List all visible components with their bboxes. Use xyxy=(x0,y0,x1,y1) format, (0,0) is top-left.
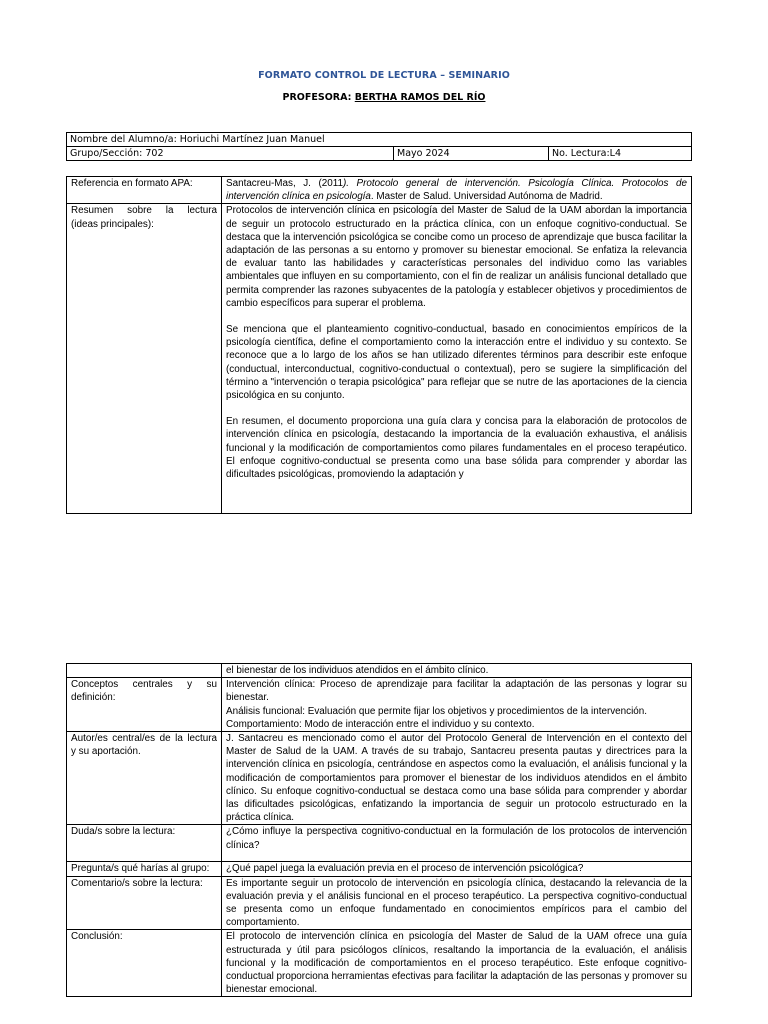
authors-row xyxy=(67,732,692,825)
questions-row xyxy=(67,862,692,876)
summary-continuation-row xyxy=(67,664,692,678)
reading-value: L4 xyxy=(609,148,622,159)
summary-content xyxy=(226,204,687,513)
conclusion-row xyxy=(67,930,692,997)
reference-title: ). Protocolo general de intervención. Psicología Clínica. Protocolos de intervención clínica en psicología xyxy=(226,178,687,203)
comments-text: Es importante seguir un protocolo de intervención en psicología clínica, destacando la relevancia de la evaluación previa y el análisis funcional en el proceso terapéutico. La perspectiva cognitivo-conductual se presenta como un enfoque fundamentado en conocimientos empíricos para el cambio del comportamiento. xyxy=(222,876,692,930)
doubts-label: Duda/s sobre la lectura: xyxy=(67,825,222,862)
authors-label: Autor/es central/es de la lectura y su aportación. xyxy=(67,732,222,825)
summary-label-line1: Resumen sobre la lectura xyxy=(71,205,217,217)
student-name-cell: Nombre del Alumno/a: Horiuchi Martínez Juan Manuel xyxy=(67,133,692,147)
group-cell xyxy=(67,147,394,161)
summary-label-line2: (ideas principales): xyxy=(71,218,154,230)
reading-table-part-2 xyxy=(66,663,692,997)
concepts-text xyxy=(222,678,692,732)
concept-item-2: Análisis funcional: Evaluación que permite fijar los objetivos y procedimientos de la intervención. xyxy=(226,705,648,717)
comments-row xyxy=(67,876,692,930)
date-cell: Mayo 2024 xyxy=(394,147,549,161)
group-label: Grupo/Sección: xyxy=(70,148,143,159)
reference-label: Referencia en formato APA: xyxy=(67,177,222,204)
summary-row xyxy=(67,204,692,514)
reference-text xyxy=(222,177,692,204)
summary-paragraph-3: En resumen, el documento proporciona una guía clara y concisa para la elaboración de protocolos de intervención clínica en psicología, destacando la importancia de la evaluación exhaustiva, el análisis funcional y la modificación de comportamientos como pilares fundamentales en el proceso terapéutico. El enfoque cognitivo-conductual se presenta como una base sólida para comprender y abordar las dificultades psicológicas, promoviendo la adaptación y xyxy=(226,416,687,481)
doubts-text: ¿Cómo influye la perspectiva cognitivo-conductual en la formulación de los protocolos de intervención clínica? xyxy=(222,825,692,862)
summary-paragraph-1: Protocolos de intervención clínica en psicología del Master de Salud de la UAM abordan la importancia de seguir un protocolo estructurado en la práctica clínica, con un enfoque cognitivo-conductual. Se destaca que la intervención psicológica se concibe como un proceso de aprendizaje que busca facilitar la adaptación de las personas a su entorno y promover su bienestar emocional. Se enfatiza la relevancia de evaluar tanto las habilidades y características personales del individuo como las variables ambientales que influyen en su comportamiento, con el fin de realizar un análisis funcional detallado que permita comprender las razones subyacentes de la patología y establecer objetivos y procedimientos de cambio específicos para superar el problema. xyxy=(226,205,687,309)
reading-table-part-1 xyxy=(66,176,692,514)
summary-text xyxy=(222,204,692,514)
questions-text: ¿Qué papel juega la evaluación previa en el proceso de intervención psicológica? xyxy=(222,862,692,876)
summary-label xyxy=(67,204,222,514)
student-info-table xyxy=(66,132,692,161)
conclusion-text: El protocolo de intervención clínica en psicología del Master de Salud de la UAM ofrece una guía estructurada y útil para psicólogos clínicos, resaltando la importancia de la evaluación, el análisis funcional y la modificación de comportamientos en el proceso terapéutico. Este enfoque cognitivo-conductual proporciona herramientas efectivas para facilitar la adaptación de las personas y promover su bienestar emocional. xyxy=(222,930,692,997)
conclusion-label: Conclusión: xyxy=(67,930,222,997)
reference-rest: . Master de Salud. Universidad Autónoma de Madrid. xyxy=(370,191,603,203)
concepts-row xyxy=(67,678,692,732)
doubts-row xyxy=(67,825,692,862)
authors-text: J. Santacreu es mencionado como el autor del Protocolo General de Intervención en el contexto del Master de Salud de la UAM. A través de su trabajo, Santacreu presenta pautas y directrices para la intervención clínica en psicología, centrándose en aspectos como la evaluación, el análisis funcional y la modificación de comportamientos para promover el bienestar de los individuos atendidos en el ámbito clínico. Su enfoque cognitivo-conductual se destaca como una base sólida para comprender y abordar las dificultades psicológicas, enfatizando la importancia de seguir un protocolo estructurado en la práctica clínica. xyxy=(222,732,692,825)
questions-label: Pregunta/s qué harías al grupo: xyxy=(67,862,222,876)
professor-name: BERTHA RAMOS DEL RÍO xyxy=(354,92,486,103)
reading-label: No. Lectura: xyxy=(552,148,610,159)
summary-paragraph-2: Se menciona que el planteamiento cognitivo-conductual, basado en conocimientos empíricos de la psicología científica, define el comportamiento como la interacción entre el individuo y su contexto. Se reconoce que a lo largo de los años se han utilizado diferentes términos para describir este enfoque (conductual, interconductual, cognitivo-conductual o contextual), pero se sugiere la simplificación del término a "intervención o terapia psicológica" para reflejar que se nutre de las aportaciones de la ciencia psicológica en su conjunto. xyxy=(226,324,687,402)
concepts-label: Conceptos centrales y su definición: xyxy=(67,678,222,732)
summary-continuation: el bienestar de los individuos atendidos en el ámbito clínico. xyxy=(222,664,692,678)
reference-authors: Santacreu-Mas, J. (2011 xyxy=(226,178,343,189)
professor-line xyxy=(0,92,768,103)
group-value: 702 xyxy=(145,148,164,159)
document-title: FORMATO CONTROL DE LECTURA – SEMINARIO xyxy=(258,70,510,81)
concept-item-1: Intervención clínica: Proceso de aprendizaje para facilitar la adaptación de las personas y lograr su bienestar. xyxy=(226,679,687,704)
professor-label: PROFESORA: xyxy=(282,92,352,103)
reference-row xyxy=(67,177,692,204)
reading-number-cell xyxy=(549,147,692,161)
comments-label: Comentario/s sobre la lectura: xyxy=(67,876,222,930)
concept-item-3: Comportamiento: Modo de interacción entre el individuo y su contexto. xyxy=(226,718,535,730)
